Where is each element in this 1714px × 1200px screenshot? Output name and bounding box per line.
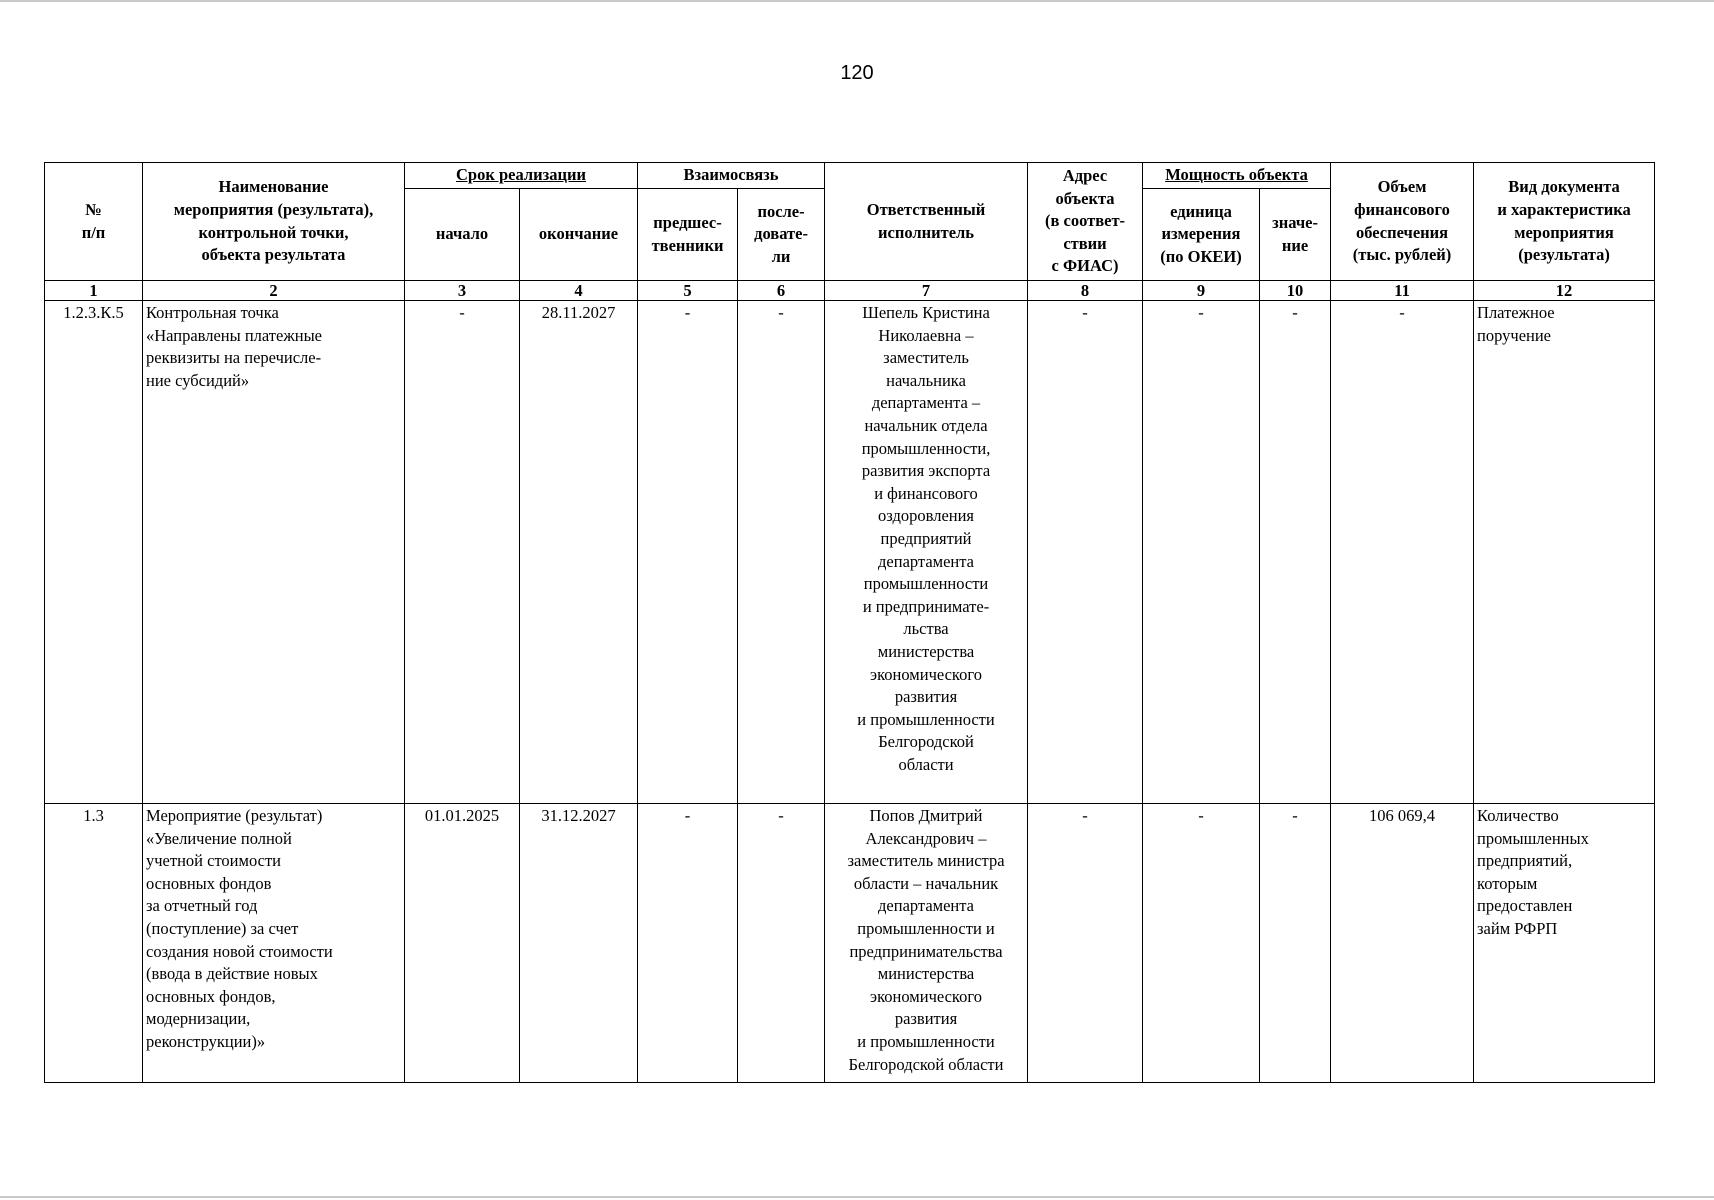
column-number: 7 bbox=[825, 281, 1028, 301]
plan-table bbox=[44, 162, 1655, 1083]
column-number: 4 bbox=[520, 281, 638, 301]
cell-address: - bbox=[1028, 804, 1143, 1083]
header-row-1 bbox=[45, 163, 1655, 189]
header-capacity-unit: единица измерения (по ОКЕИ) bbox=[1143, 189, 1260, 281]
cell-end: 28.11.2027 bbox=[520, 301, 638, 804]
cell-num: 1.2.3.К.5 bbox=[45, 301, 143, 804]
cell-finance: - bbox=[1331, 301, 1474, 804]
header-term-start: начало bbox=[405, 189, 520, 281]
cell-name: Контрольная точка «Направлены платежные реквизиты на перечисле- ние субсидий» bbox=[143, 301, 405, 804]
header-capacity-value: значе- ние bbox=[1260, 189, 1331, 281]
header-capacity-group: Мощность объекта bbox=[1143, 163, 1331, 189]
header-link-group: Взаимосвязь bbox=[638, 163, 825, 189]
cell-next: - bbox=[738, 804, 825, 1083]
column-number: 3 bbox=[405, 281, 520, 301]
scan-edge-bottom bbox=[0, 1196, 1714, 1198]
cell-executor: Попов Дмитрий Александрович – заместитель министра области – начальник департамента промышленности и предпринимательства министерства экономического развития и промышленности Белгородской области bbox=[825, 804, 1028, 1083]
table-row bbox=[45, 301, 1655, 804]
cell-prev: - bbox=[638, 301, 738, 804]
table-row bbox=[45, 804, 1655, 1083]
cell-name: Мероприятие (результат) «Увеличение полной учетной стоимости основных фондов за отчетный год (поступление) за счет создания новой стоимости (ввода в действие новых основных фондов, модернизации, реконструкции)» bbox=[143, 804, 405, 1083]
column-number-row bbox=[45, 281, 1655, 301]
header-address: Адрес объекта (в соответ- ствии с ФИАС) bbox=[1028, 163, 1143, 281]
column-number: 10 bbox=[1260, 281, 1331, 301]
header-term-end: окончание bbox=[520, 189, 638, 281]
cell-prev: - bbox=[638, 804, 738, 1083]
cell-doc: Платежное поручение bbox=[1474, 301, 1655, 804]
header-name: Наименование мероприятия (результата), контрольной точки, объекта результата bbox=[143, 163, 405, 281]
cell-doc: Количество промышленных предприятий, которым предоставлен займ РФРП bbox=[1474, 804, 1655, 1083]
cell-value: - bbox=[1260, 301, 1331, 804]
cell-num: 1.3 bbox=[45, 804, 143, 1083]
header-finance: Объем финансового обеспечения (тыс. рублей) bbox=[1331, 163, 1474, 281]
header-link-next: после- довате- ли bbox=[738, 189, 825, 281]
cell-finance: 106 069,4 bbox=[1331, 804, 1474, 1083]
cell-end: 31.12.2027 bbox=[520, 804, 638, 1083]
column-number: 8 bbox=[1028, 281, 1143, 301]
column-number: 2 bbox=[143, 281, 405, 301]
header-doc-type: Вид документа и характеристика мероприятия (результата) bbox=[1474, 163, 1655, 281]
column-number: 1 bbox=[45, 281, 143, 301]
column-number: 9 bbox=[1143, 281, 1260, 301]
cell-executor: Шепель Кристина Николаевна – заместитель начальника департамента – начальник отдела промышленности, развития экспорта и финансового оздоровления предприятий департамента промышленности и предпринимате- льства министерства экономического развития и промышленности Белгородской области bbox=[825, 301, 1028, 804]
cell-next: - bbox=[738, 301, 825, 804]
cell-unit: - bbox=[1143, 804, 1260, 1083]
scan-edge-top bbox=[0, 0, 1714, 2]
header-num: № п/п bbox=[45, 163, 143, 281]
header-link-prev: предшес- твенники bbox=[638, 189, 738, 281]
cell-start: 01.01.2025 bbox=[405, 804, 520, 1083]
header-term-group: Срок реализации bbox=[405, 163, 638, 189]
cell-value: - bbox=[1260, 804, 1331, 1083]
header-executor: Ответственный исполнитель bbox=[825, 163, 1028, 281]
cell-unit: - bbox=[1143, 301, 1260, 804]
cell-address: - bbox=[1028, 301, 1143, 804]
column-number: 5 bbox=[638, 281, 738, 301]
cell-start: - bbox=[405, 301, 520, 804]
column-number: 12 bbox=[1474, 281, 1655, 301]
page-number: 120 bbox=[840, 62, 874, 84]
column-number: 11 bbox=[1331, 281, 1474, 301]
column-number: 6 bbox=[738, 281, 825, 301]
